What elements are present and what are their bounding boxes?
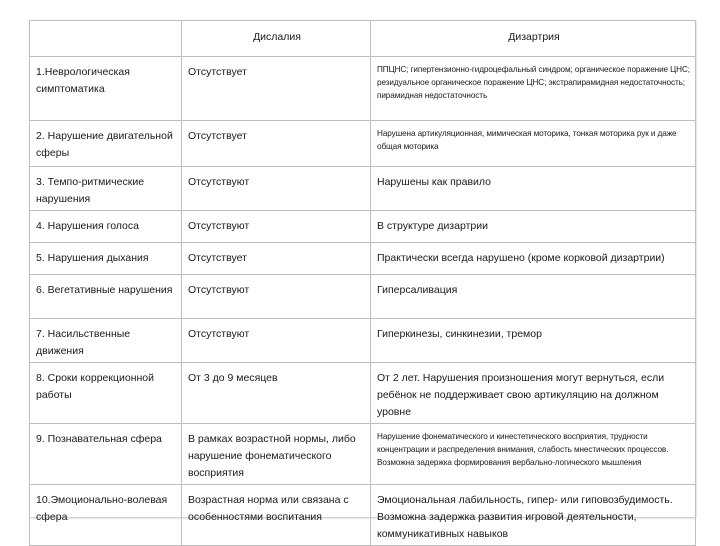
dysarthria-cell: Нарушена артикуляционная, мимическая моторика, тонкая моторика рук и даже общая моторика [371,121,696,167]
header-criterion [30,21,182,57]
table-row [30,243,696,275]
dysarthria-cell: ППЦНС; гипертензионно-гидроцефальный синдром; органическое поражение ЦНС; резидуальное органическое поражение ЦНС; экстрапирамидная недостаточность; пирамидная недостаточность [371,57,696,121]
header-dyslalia: Дислалия [182,21,371,57]
dysarthria-cell: Гиперсаливация [371,275,696,319]
dysarthria-cell: Гиперкинезы, синкинезии, тремор [371,319,696,363]
dysarthria-cell: От 2 лет. Нарушения произношения могут вернуться, если ребёнок не поддерживает свою артикуляцию на должном уровне [371,363,696,424]
header-dysarthria: Дизартрия [371,21,696,57]
dyslalia-cell: От 3 до 9 месяцев [182,363,371,424]
dyslalia-cell: Отсутствует [182,243,371,275]
criterion-cell: 5. Нарушения дыхания [30,243,182,275]
table-row [30,275,696,319]
criterion-cell: 7. Насильственные движения [30,319,182,363]
criterion-cell: 4. Нарушения голоса [30,211,182,243]
criterion-cell: 1.Неврологическая симптоматика [30,57,182,121]
table-row [30,363,696,424]
table-row [30,424,696,485]
criterion-cell: 10.Эмоционально-волевая сфера [30,485,182,546]
dyslalia-cell: В рамках возрастной нормы, либо нарушение фонематического восприятия [182,424,371,485]
table-row [30,167,696,211]
criterion-cell: 9. Познавательная сфера [30,424,182,485]
dyslalia-cell: Отсутствуют [182,275,371,319]
dysarthria-cell: Практически всегда нарушено (кроме корковой дизартрии) [371,243,696,275]
table-row [30,57,696,121]
criterion-cell: 3. Темпо-ритмические нарушения [30,167,182,211]
dyslalia-cell: Отсутствуют [182,319,371,363]
table-row [30,319,696,363]
criterion-cell: 2. Нарушение двигательной сферы [30,121,182,167]
dyslalia-cell: Отсутствует [182,121,371,167]
criterion-cell: 8. Сроки коррекционной работы [30,363,182,424]
dyslalia-cell: Отсутствует [182,57,371,121]
table-row [30,485,696,546]
dyslalia-cell: Возрастная норма или связана с особенностями воспитания [182,485,371,546]
table-row [30,211,696,243]
comparison-table [29,20,696,546]
dyslalia-cell: Отсутствуют [182,211,371,243]
criterion-cell: 6. Вегетативные нарушения [30,275,182,319]
dysarthria-cell: В структуре дизартрии [371,211,696,243]
table-row [30,121,696,167]
comparison-table-container [29,20,695,540]
dyslalia-cell: Отсутствуют [182,167,371,211]
dysarthria-cell: Нарушение фонематического и кинестетического восприятия, трудности концентрации и распределения внимания, слабость мнестических процессов. Возможна задержка формирования вербально-логического мышления [371,424,696,485]
dysarthria-cell: Эмоциональная лабильность, гипер- или гиповозбудимость. Возможна задержка развития игровой деятельности, коммуникативных навыков [371,485,696,546]
dysarthria-cell: Нарушены как правило [371,167,696,211]
table-header-row [30,21,696,57]
